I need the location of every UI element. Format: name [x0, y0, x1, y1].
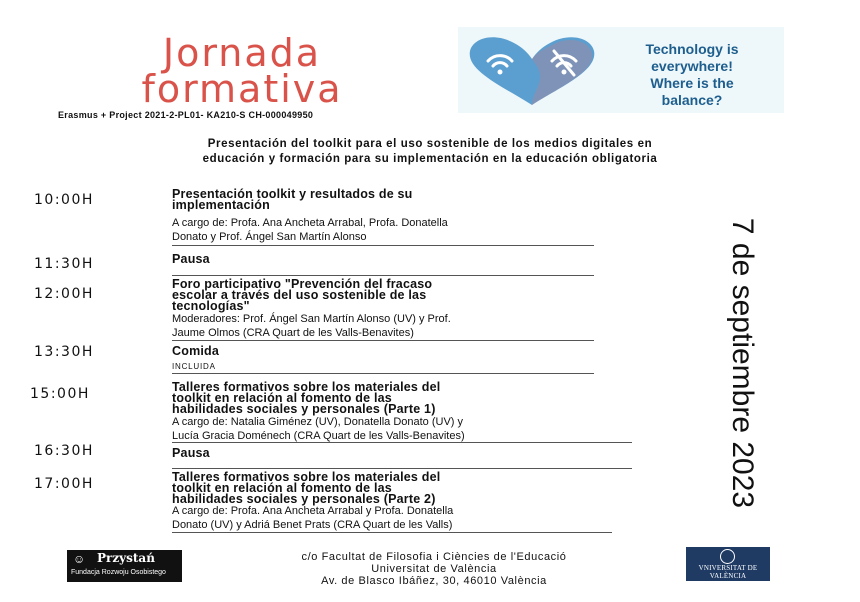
schedule-time: 15:00H [30, 386, 90, 402]
title-line: escolar a través del uso sostenible de las [172, 288, 427, 302]
divider [172, 245, 594, 246]
desc-line: Donato y Prof. Ángel San Martín Alonso [172, 231, 367, 243]
subtitle-line: educación y formación para su implementación en la educación obligatoria [202, 153, 658, 165]
schedule-desc [172, 216, 642, 244]
banner-text-line: Where is the [650, 75, 734, 91]
desc-line: A cargo de: Profa. Ana Ancheta Arrabal, Profa. Donatella [172, 217, 448, 229]
title-line: Presentación toolkit y resultados de su [172, 187, 413, 201]
title-line: Foro participativo "Prevención del fracaso [172, 277, 433, 291]
divider [172, 468, 632, 469]
schedule-desc [172, 415, 642, 443]
schedule-time: 17:00H [34, 476, 94, 492]
schedule-desc [172, 504, 642, 532]
desc-line: Lucía Gracia Doménech (CRA Quart de les Valls-Benavites) [172, 430, 465, 442]
address-line: c/o Facultat de Filosofia i Ciències de l'Educació [301, 551, 567, 563]
seal-icon [720, 549, 735, 564]
schedule-title [172, 279, 652, 312]
venue-address [214, 551, 654, 587]
title-line: implementación [172, 198, 270, 212]
schedule-title [172, 189, 652, 211]
title-line: habilidades sociales y personales (Parte 2) [172, 492, 436, 506]
desc-line: Moderadores: Prof. Ángel San Martín Alonso (UV) y Prof. [172, 313, 451, 325]
schedule-time: 13:30H [34, 344, 94, 360]
logo-right-text: VNIVERSITAT DE VALÈNCIA [698, 564, 758, 580]
schedule-title: Pausa [172, 446, 210, 460]
title-line: Talleres formativos sobre los materiales del [172, 380, 441, 394]
title-line: habilidades sociales y personales (Parte 1) [172, 402, 436, 416]
desc-line: A cargo de: Profa. Ana Ancheta Arrabal y Profa. Donatella [172, 505, 454, 517]
logo-left-name: Przystań [97, 551, 155, 565]
schedule-title [172, 472, 652, 505]
divider [172, 442, 632, 443]
title-line: Talleres formativos sobre los materiales del [172, 470, 441, 484]
title-line: toolkit en relación al fomento de las [172, 481, 392, 495]
banner-text-line: balance? [661, 92, 723, 108]
address-line: Universitat de València [371, 563, 497, 575]
subtitle-line: Presentación del toolkit para el uso sostenible de los medios digitales en [207, 138, 653, 150]
divider [172, 532, 612, 533]
divider [172, 373, 594, 374]
schedule-desc [172, 312, 642, 340]
title-line-2: formativa [141, 67, 343, 111]
schedule-time: 12:00H [34, 286, 94, 302]
schedule-title: Comida [172, 344, 220, 358]
technology-banner [458, 27, 784, 113]
desc-line: A cargo de: Natalia Giménez (UV), Donatella Donato (UV) y [172, 416, 464, 428]
person-icon: ☺ [73, 552, 86, 566]
address-line: Av. de Blasco Ibáñez, 30, 46010 València [321, 575, 547, 587]
title-line: toolkit en relación al fomento de las [172, 391, 392, 405]
event-date [722, 198, 762, 528]
subtitle [50, 137, 810, 167]
event-date-text: 7 de septiembre 2023 [726, 217, 759, 509]
desc-line: Donato (UV) y Adriá Benet Prats (CRA Quart de les Valls) [172, 519, 453, 531]
divider [172, 275, 594, 276]
banner-text [602, 41, 782, 109]
logo-left-sub: Fundacja Rozwoju Osobistego [71, 569, 166, 576]
banner-text-line: everywhere! [651, 58, 733, 74]
schedule-time: 16:30H [34, 443, 94, 459]
title-line: tecnologías" [172, 299, 250, 313]
banner-text-line: Technology is [645, 41, 739, 57]
heart-wifi-icon [464, 35, 600, 107]
schedule-title [172, 382, 652, 415]
universitat-valencia-logo [686, 547, 770, 581]
schedule-note: INCLUIDA [172, 362, 216, 371]
schedule-time: 11:30H [34, 256, 94, 272]
schedule-title: Pausa [172, 252, 210, 266]
project-code: Erasmus + Project 2021-2-PL01- KA210-S CH-000049950 [58, 110, 314, 120]
desc-line: Jaume Olmos (CRA Quart de les Valls-Benavites) [172, 327, 414, 339]
divider [172, 340, 594, 341]
title-line-1: Jornada [162, 31, 322, 75]
przystan-logo [67, 550, 182, 582]
schedule-time: 10:00H [34, 192, 94, 208]
